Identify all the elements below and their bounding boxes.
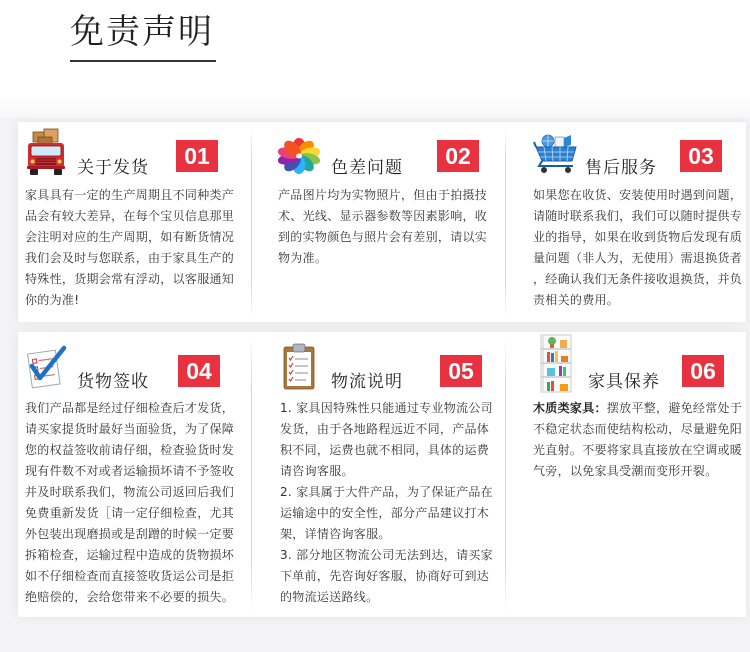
card-number-badge: 05 bbox=[440, 355, 482, 387]
checklist-icon bbox=[26, 344, 68, 390]
body-line bbox=[533, 185, 742, 206]
body-text: 外包装出现磨损或是刮蹭的时候一定要 bbox=[25, 527, 235, 541]
body-text: 你的为准! bbox=[25, 293, 80, 307]
card-number-badge: 06 bbox=[682, 355, 724, 387]
body-line bbox=[280, 419, 493, 440]
card-body bbox=[278, 185, 487, 269]
title-underline bbox=[70, 60, 216, 62]
body-text: 积不同，运费也就不相同，具体的运费 bbox=[280, 443, 490, 457]
body-line bbox=[25, 587, 234, 608]
body-text: 2. 家具属于大件产品，为了保证产品在 bbox=[280, 485, 493, 499]
body-text: 如不仔细检查而直接签收货运公司是拒 bbox=[25, 569, 235, 583]
card-number-badge: 03 bbox=[680, 140, 722, 172]
body-line bbox=[533, 227, 742, 248]
body-text: 品会有较大差异，在每个宝贝信息那里 bbox=[25, 209, 235, 223]
body-line bbox=[25, 566, 234, 587]
truck-icon bbox=[26, 128, 66, 176]
body-line bbox=[25, 482, 234, 503]
body-text: 拆箱检查，运输过程中造成的货物损坏 bbox=[25, 548, 235, 562]
body-text: 会注明对应的生产周期，如有断货情况 bbox=[25, 230, 235, 244]
body-line bbox=[533, 461, 742, 482]
color-wheel-icon bbox=[276, 134, 322, 176]
body-line bbox=[25, 185, 234, 206]
body-line bbox=[280, 503, 493, 524]
body-line bbox=[280, 398, 493, 419]
body-text: 家具具有一定的生产周期且不同种类产 bbox=[25, 188, 235, 202]
body-line bbox=[278, 206, 487, 227]
body-line bbox=[280, 566, 493, 587]
body-text: 产品图片均为实物照片，但由于拍摄技 bbox=[278, 188, 488, 202]
body-text: 现有件数不对或者运输损坏请不予签收 bbox=[25, 464, 235, 478]
body-line bbox=[25, 524, 234, 545]
body-line bbox=[25, 440, 234, 461]
shopping-cart-icon bbox=[533, 132, 579, 174]
body-text: 物为准。 bbox=[278, 251, 328, 265]
body-text: 架，详情咨询客服。 bbox=[280, 527, 391, 541]
body-text: 的物流运送路线。 bbox=[280, 590, 379, 604]
card-maintenance bbox=[506, 332, 746, 617]
body-text: 我们会及时与您联系，由于家具生产的 bbox=[25, 251, 235, 265]
body-text: 到的实物颜色与照片会有差别，请以实 bbox=[278, 230, 488, 244]
clipboard-icon bbox=[282, 342, 316, 390]
body-text: 业的指导，如果在收到货物后发现有质 bbox=[533, 230, 743, 244]
body-line bbox=[25, 461, 234, 482]
body-text: 免费重新发货［请一定仔细检查，尤其 bbox=[25, 506, 235, 520]
body-line bbox=[280, 440, 493, 461]
body-text: ，经确认我们无条件接收退换货，并负 bbox=[533, 272, 743, 286]
bookshelf-icon bbox=[538, 332, 574, 394]
body-line bbox=[278, 227, 487, 248]
card-body bbox=[25, 398, 234, 608]
body-text: 并及时联系我们，物流公司返回后我们 bbox=[25, 485, 235, 499]
body-line bbox=[533, 206, 742, 227]
card-title: 家具保养 bbox=[588, 372, 660, 392]
card-number-badge: 04 bbox=[178, 355, 220, 387]
body-line bbox=[25, 248, 234, 269]
card-body bbox=[280, 398, 493, 608]
body-line bbox=[278, 248, 487, 269]
card-after-sales bbox=[506, 122, 746, 322]
card-number-badge: 02 bbox=[437, 140, 479, 172]
body-text: 术、光线、显示器参数等因素影响，收 bbox=[278, 209, 488, 223]
body-line bbox=[533, 290, 742, 311]
card-body bbox=[25, 185, 234, 311]
body-line bbox=[533, 248, 742, 269]
body-line bbox=[25, 227, 234, 248]
card-title: 关于发货 bbox=[77, 158, 149, 178]
card-title: 货物签收 bbox=[77, 372, 149, 392]
body-text: 运输途中的安全性，部分产品建议打木 bbox=[280, 506, 490, 520]
body-text: 量问题（非人为，无使用）需退换货者 bbox=[533, 251, 743, 265]
body-text: 请买家提货时最好当面验货，为了保障 bbox=[25, 422, 235, 436]
body-line bbox=[25, 269, 234, 290]
body-text: 您的权益签收前请仔细，检查验货时发 bbox=[25, 443, 235, 457]
body-line bbox=[25, 545, 234, 566]
body-line bbox=[25, 290, 234, 311]
body-line bbox=[280, 461, 493, 482]
body-lead: 木质类家具： bbox=[533, 401, 607, 415]
card-title: 售后服务 bbox=[585, 158, 657, 178]
body-text: 责相关的费用。 bbox=[533, 293, 620, 307]
body-text: 如果您在收货、安装使用时遇到问题， bbox=[533, 188, 743, 202]
body-line bbox=[280, 545, 493, 566]
body-text: 1. 家具因特殊性只能通过专业物流公司 bbox=[280, 401, 493, 415]
card-logistics bbox=[252, 332, 504, 617]
body-text: 下单前，先咨询好客服，协商好可到达 bbox=[280, 569, 490, 583]
body-text: 我们产品都是经过仔细检查后才发货， bbox=[25, 401, 235, 415]
body-line bbox=[533, 419, 742, 440]
card-body bbox=[533, 185, 742, 311]
body-line bbox=[278, 185, 487, 206]
card-color-difference bbox=[252, 122, 504, 322]
body-line bbox=[533, 440, 742, 461]
body-text: 气旁，以免家具受潮而变形开裂。 bbox=[533, 464, 718, 478]
body-line bbox=[25, 206, 234, 227]
body-text: 请随时联系我们，我们可以随时提供专 bbox=[533, 209, 743, 223]
card-number-badge: 01 bbox=[176, 140, 218, 172]
body-text: 特殊性，货期会常有浮动，以客服通知 bbox=[25, 272, 235, 286]
body-line bbox=[533, 398, 742, 419]
body-line bbox=[25, 398, 234, 419]
body-text: 绝赔偿的，会给您带来不必要的损失。 bbox=[25, 590, 235, 604]
body-line bbox=[280, 587, 493, 608]
body-text: 不稳定状态而使结构松动，尽量避免阳 bbox=[533, 422, 743, 436]
body-line bbox=[280, 482, 493, 503]
body-line bbox=[25, 419, 234, 440]
page-title: 免责声明 bbox=[70, 12, 214, 52]
card-shipping bbox=[18, 122, 250, 322]
body-text: 请咨询客服。 bbox=[280, 464, 354, 478]
body-line bbox=[280, 524, 493, 545]
card-title: 色差问题 bbox=[331, 158, 403, 178]
body-line bbox=[25, 503, 234, 524]
card-title: 物流说明 bbox=[331, 372, 403, 392]
card-body bbox=[533, 398, 742, 482]
body-text: 3. 部分地区物流公司无法到达，请买家 bbox=[280, 548, 493, 562]
body-text: 光直射。不要将家具直接放在空调或暖 bbox=[533, 443, 743, 457]
body-text: 摆放平整，避免经常处于 bbox=[606, 401, 743, 415]
header bbox=[0, 0, 750, 118]
card-receipt bbox=[18, 332, 250, 617]
body-text: 发货，由于各地路程远近不同，产品体 bbox=[280, 422, 490, 436]
body-line bbox=[533, 269, 742, 290]
